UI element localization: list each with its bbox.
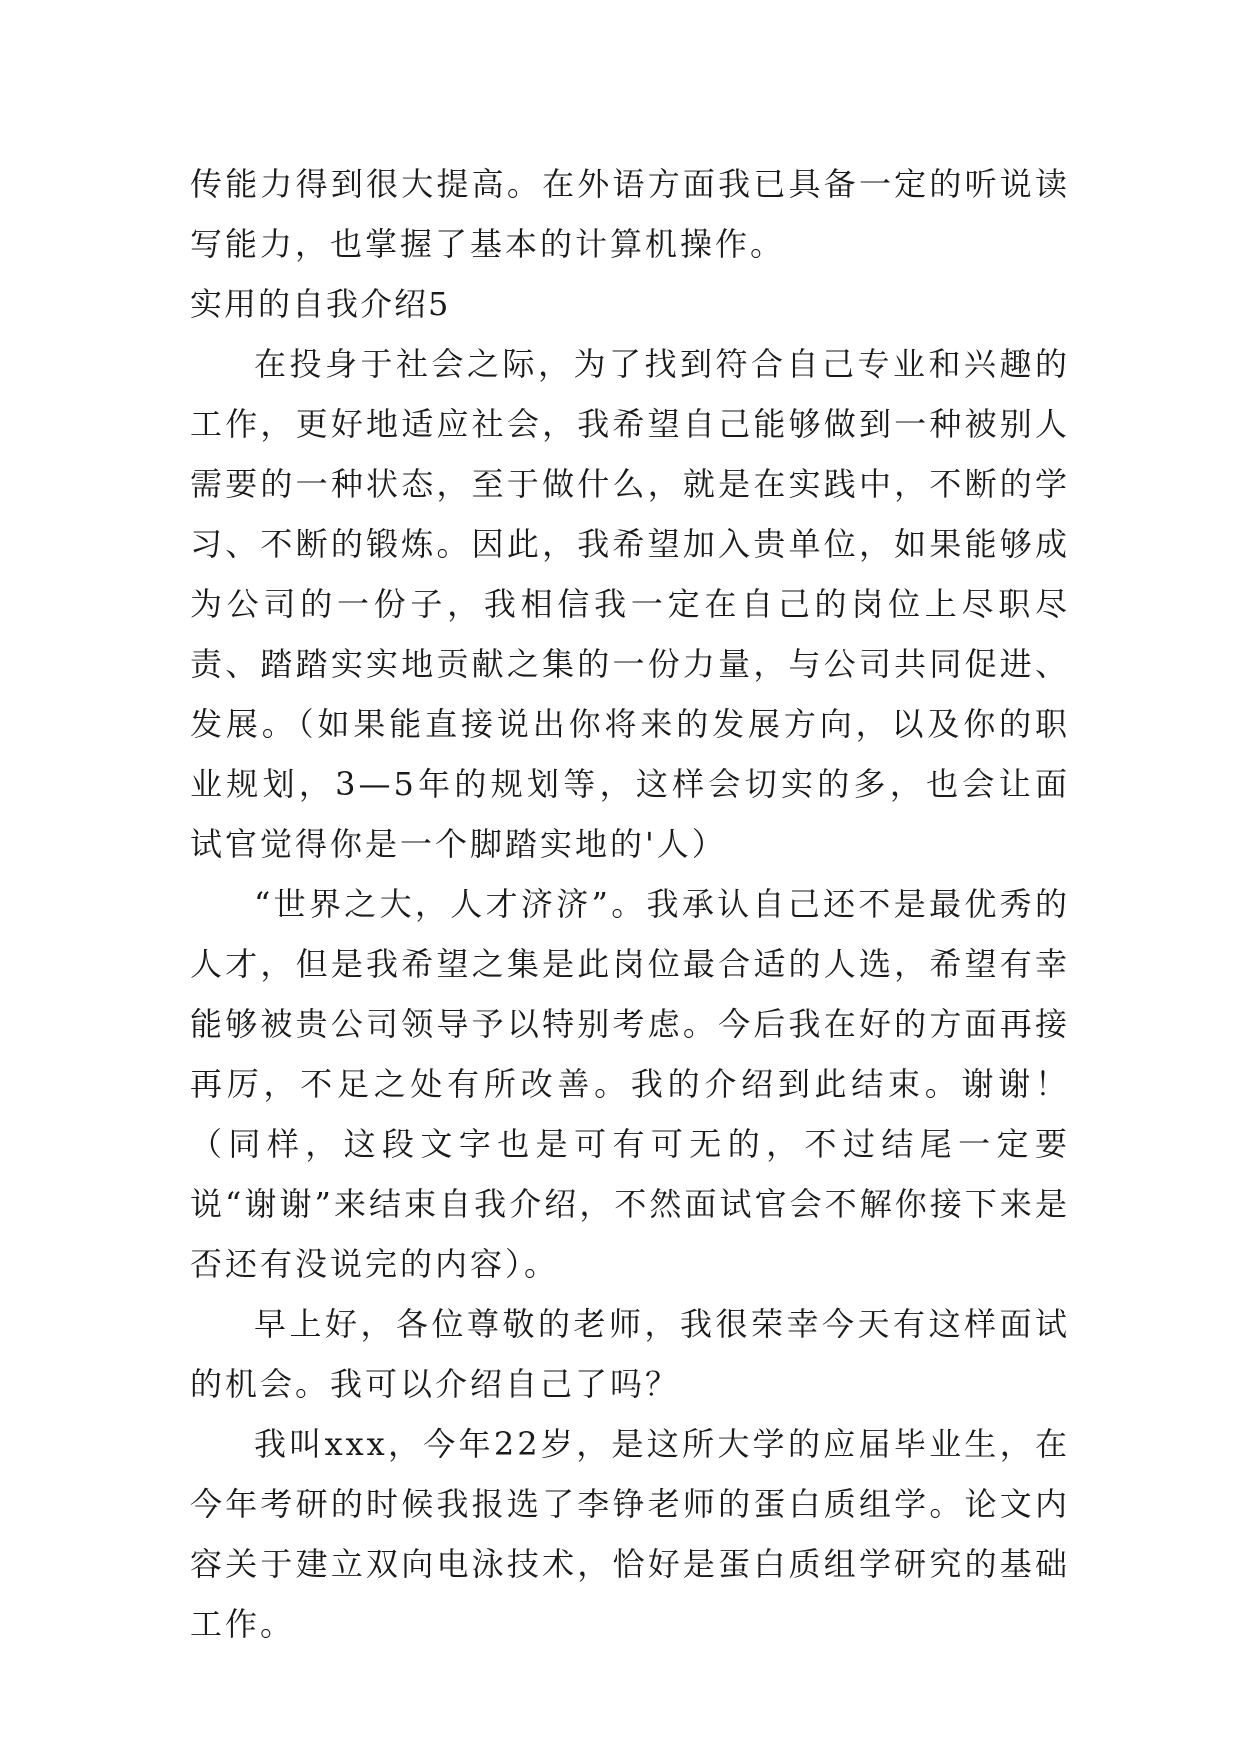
paragraph-closing: “世界之大，人才济济”。我承认自己还不是最优秀的人才，但是我希望之集是此岗位最合适的人选，希望有幸能够被贵公司领导予以特别考虑。今后我在好的方面再接再厉，不足之处有所改善。我的介绍到此结束。谢谢！（同样，这段文字也是可有可无的，不过结尾一定要说“谢谢”来结束自我介绍，不然面试官会不解你接下来是否还有没说完的内容）。 bbox=[190, 885, 1070, 1283]
paragraph-career-goals: 在投身于社会之际，为了找到符合自己专业和兴趣的工作，更好地适应社会，我希望自己能够做到一种被别人需要的一种状态，至于做什么，就是在实践中，不断的学习、不断的锻炼。因此，我希望加入贵单位，如果能够成为公司的一份子，我相信我一定在自己的岗位上尽职尽责、踏踏实实地贡献之集的一份力量，与公司共同促进、发展。（如果能直接说出你将来的发展方向，以及你的职业规划，3—5年的规划等，这样会切实的多，也会让面试官觉得你是一个脚踏实地的'人） bbox=[190, 345, 1070, 863]
paragraph-self-intro: 我叫xxx，今年22岁，是这所大学的应届毕业生，在今年考研的时候我报选了李铮老师的蛋白质组学。论文内容关于建立双向电泳技术，恰好是蛋白质组学研究的基础工作。 bbox=[190, 1425, 1070, 1643]
paragraph-continuation: 传能力得到很大提高。在外语方面我已具备一定的听说读写能力，也掌握了基本的计算机操作。 bbox=[190, 165, 1070, 263]
document-body bbox=[190, 154, 1070, 1654]
section-heading: 实用的自我介绍5 bbox=[190, 285, 451, 323]
paragraph-greeting: 早上好，各位尊敬的老师，我很荣幸今天有这样面试的机会。我可以介绍自己了吗？ bbox=[190, 1305, 1070, 1403]
